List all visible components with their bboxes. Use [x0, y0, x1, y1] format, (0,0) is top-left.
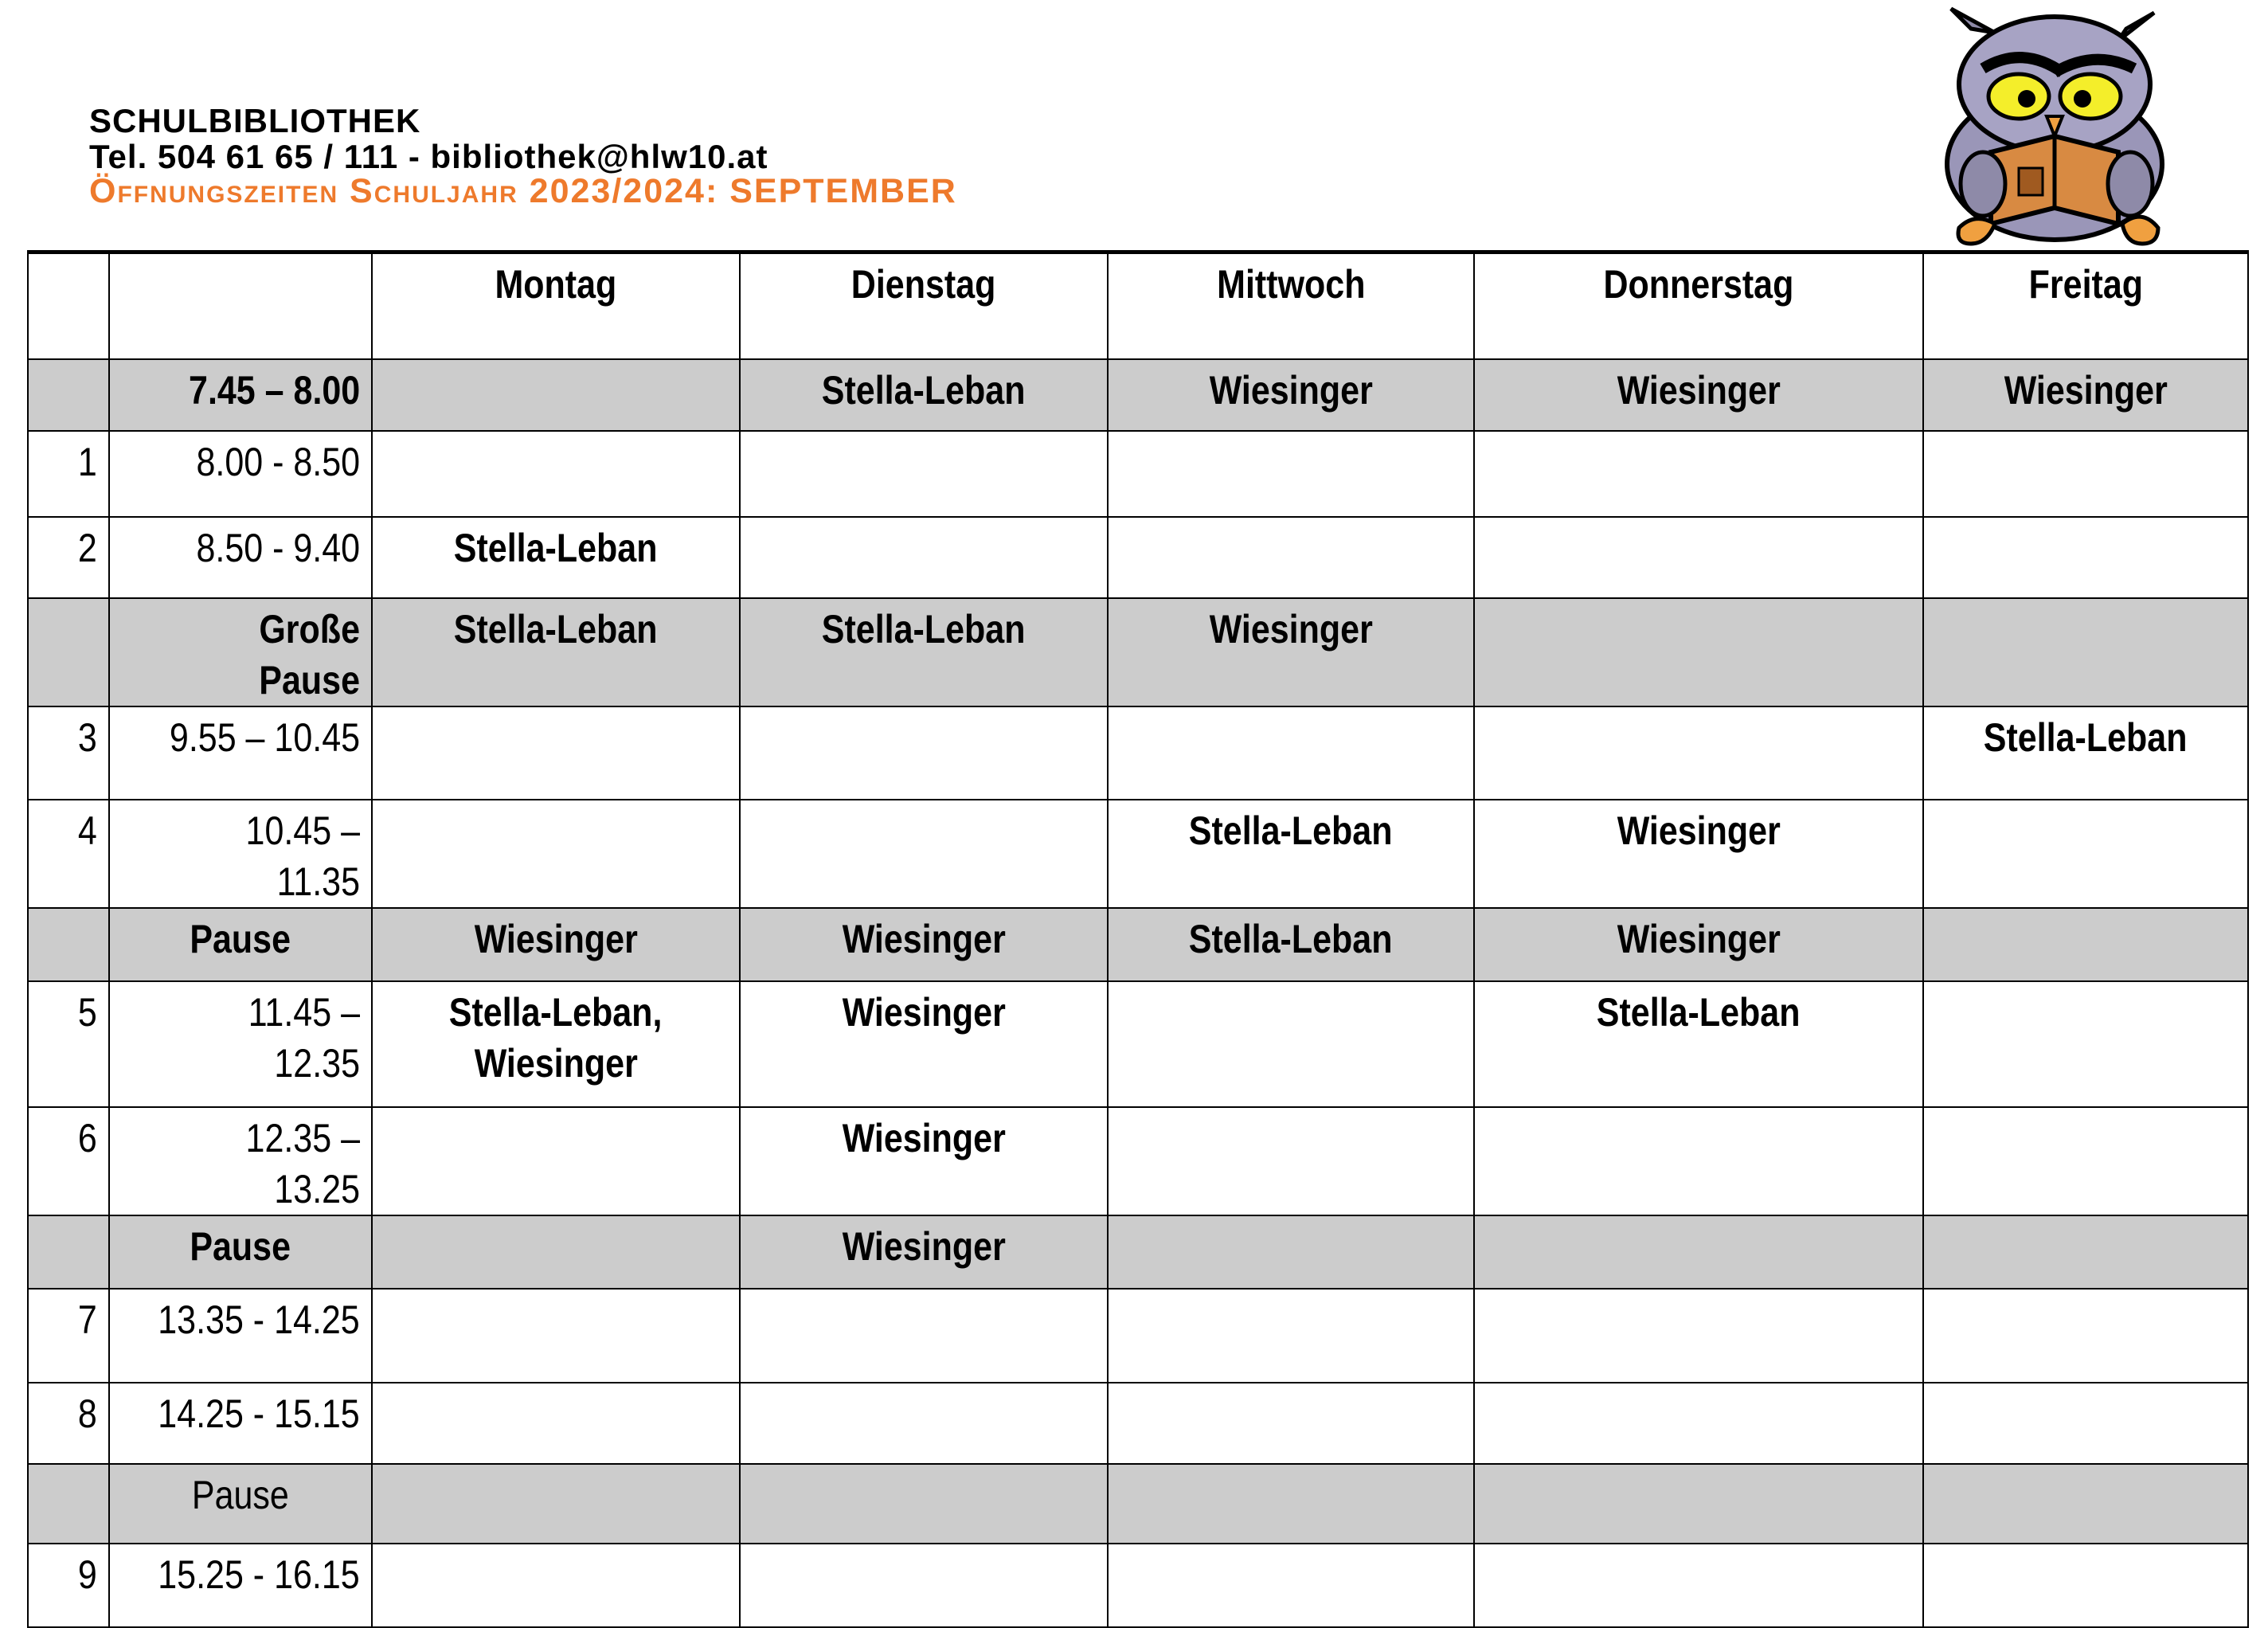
period-number-cell	[28, 800, 109, 908]
period-number: 4	[78, 808, 97, 853]
staff-cell-dienstag	[740, 1383, 1108, 1464]
staff-cell-freitag	[1923, 706, 2248, 800]
time-label: 7.45 – 8.00	[188, 367, 360, 413]
period-number: 8	[78, 1391, 97, 1436]
time-label: 12.35 – 13.25	[245, 1115, 360, 1211]
table-row	[28, 981, 2248, 1107]
table-row	[28, 1544, 2248, 1627]
staff-name: Stella-Leban	[822, 606, 1026, 652]
staff-cell-dienstag	[740, 517, 1108, 598]
time-header-cell	[109, 252, 372, 359]
time-cell	[109, 1544, 372, 1627]
staff-cell-mittwoch	[1108, 1544, 1474, 1627]
time-cell	[109, 598, 372, 706]
staff-cell-dienstag	[740, 1107, 1108, 1215]
staff-cell-freitag	[1923, 1464, 2248, 1544]
table-row	[28, 598, 2248, 706]
time-cell	[109, 981, 372, 1107]
staff-cell-montag	[372, 908, 740, 981]
period-number: 5	[78, 989, 97, 1035]
period-number: 6	[78, 1115, 97, 1160]
time-label: 11.45 – 12.35	[248, 989, 360, 1086]
table-row	[28, 1215, 2248, 1289]
table-row	[28, 800, 2248, 908]
staff-cell-mittwoch	[1108, 1107, 1474, 1215]
staff-cell-montag	[372, 1544, 740, 1627]
day-label: Montag	[495, 262, 617, 307]
time-cell	[109, 1464, 372, 1544]
day-header-freitag	[1923, 252, 2248, 359]
period-number-cell	[28, 1383, 109, 1464]
time-label: Große Pause	[259, 606, 360, 702]
staff-cell-freitag	[1923, 1215, 2248, 1289]
period-number: 1	[78, 439, 97, 484]
staff-cell-dienstag	[740, 908, 1108, 981]
owl-reading-book-icon	[1927, 5, 2190, 252]
staff-cell-montag	[372, 359, 740, 431]
staff-cell-freitag	[1923, 981, 2248, 1107]
staff-cell-mittwoch	[1108, 1383, 1474, 1464]
table-row	[28, 1107, 2248, 1215]
time-cell	[109, 359, 372, 431]
staff-name: Stella-Leban,	[449, 989, 663, 1035]
staff-name: Stella-Leban	[454, 525, 658, 570]
staff-name: Wiesinger	[842, 1223, 1006, 1269]
table-row	[28, 517, 2248, 598]
staff-name: Wiesinger	[2004, 367, 2168, 413]
day-label: Mittwoch	[1216, 262, 1366, 307]
staff-cell-mittwoch	[1108, 1464, 1474, 1544]
staff-cell-freitag	[1923, 598, 2248, 706]
table-row	[28, 1464, 2248, 1544]
staff-cell-dienstag	[740, 359, 1108, 431]
time-cell	[109, 908, 372, 981]
period-number: 7	[78, 1297, 97, 1342]
time-cell	[109, 1383, 372, 1464]
school-library-title: SCHULBIBLIOTHEK	[89, 102, 421, 139]
staff-name: Stella-Leban	[1189, 808, 1393, 853]
staff-name: Stella-Leban	[1597, 989, 1801, 1035]
staff-name: Wiesinger	[1617, 916, 1781, 961]
staff-cell-freitag	[1923, 800, 2248, 908]
staff-name: Wiesinger	[1209, 367, 1373, 413]
staff-cell-donnerstag	[1474, 1464, 1923, 1544]
staff-cell-dienstag	[740, 1215, 1108, 1289]
staff-name: Wiesinger	[1209, 606, 1373, 652]
table-row	[28, 431, 2248, 517]
staff-cell-montag	[372, 981, 740, 1107]
time-label: 15.25 - 16.15	[158, 1552, 360, 1597]
staff-cell-montag	[372, 800, 740, 908]
table-row	[28, 908, 2248, 981]
day-header-mittwoch	[1108, 252, 1474, 359]
staff-cell-dienstag	[740, 1544, 1108, 1627]
period-number: 9	[78, 1552, 97, 1597]
staff-cell-donnerstag	[1474, 1383, 1923, 1464]
staff-name: Stella-Leban	[454, 606, 658, 652]
time-label: 10.45 – 11.35	[245, 808, 360, 904]
time-cell	[109, 1215, 372, 1289]
opening-hours-heading: Öffnungszeiten Schuljahr 2023/2024: SEPTEMBER	[89, 172, 957, 210]
staff-cell-mittwoch	[1108, 359, 1474, 431]
staff-cell-donnerstag	[1474, 1107, 1923, 1215]
staff-cell-freitag	[1923, 1544, 2248, 1627]
staff-cell-freitag	[1923, 359, 2248, 431]
staff-cell-donnerstag	[1474, 1289, 1923, 1383]
staff-cell-montag	[372, 1289, 740, 1383]
time-label: Pause	[192, 1472, 289, 1517]
staff-cell-donnerstag	[1474, 908, 1923, 981]
day-header-donnerstag	[1474, 252, 1923, 359]
staff-cell-donnerstag	[1474, 431, 1923, 517]
table-row	[28, 1383, 2248, 1464]
staff-cell-montag	[372, 431, 740, 517]
time-label: 8.50 - 9.40	[196, 525, 360, 570]
period-number-cell	[28, 1215, 109, 1289]
time-cell	[109, 706, 372, 800]
staff-cell-donnerstag	[1474, 706, 1923, 800]
day-label: Donnerstag	[1603, 262, 1794, 307]
staff-name: Wiesinger	[1617, 808, 1781, 853]
time-label: 13.35 - 14.25	[158, 1297, 360, 1342]
staff-cell-montag	[372, 598, 740, 706]
staff-name: Stella-Leban	[1984, 714, 2188, 760]
period-number-cell	[28, 981, 109, 1107]
time-cell	[109, 1289, 372, 1383]
staff-name: Wiesinger	[842, 916, 1006, 961]
staff-cell-donnerstag	[1474, 517, 1923, 598]
period-number: 3	[78, 714, 97, 760]
staff-cell-donnerstag	[1474, 1544, 1923, 1627]
staff-cell-freitag	[1923, 908, 2248, 981]
staff-cell-donnerstag	[1474, 359, 1923, 431]
corner-cell	[28, 252, 109, 359]
staff-cell-freitag	[1923, 1383, 2248, 1464]
staff-cell-donnerstag	[1474, 800, 1923, 908]
staff-cell-dienstag	[740, 431, 1108, 517]
time-label: 9.55 – 10.45	[169, 714, 360, 760]
staff-cell-mittwoch	[1108, 706, 1474, 800]
staff-name: Stella-Leban	[822, 367, 1026, 413]
period-number-cell	[28, 1544, 109, 1627]
staff-cell-freitag	[1923, 1107, 2248, 1215]
contact-line: Tel. 504 61 65 / 111 - bibliothek@hlw10.at	[89, 138, 768, 175]
period-number-cell	[28, 431, 109, 517]
staff-cell-mittwoch	[1108, 981, 1474, 1107]
staff-cell-mittwoch	[1108, 800, 1474, 908]
staff-cell-montag	[372, 706, 740, 800]
staff-cell-mittwoch	[1108, 517, 1474, 598]
time-label: Pause	[190, 1223, 291, 1269]
staff-cell-montag	[372, 1107, 740, 1215]
period-number-cell	[28, 359, 109, 431]
staff-cell-mittwoch	[1108, 1215, 1474, 1289]
staff-cell-montag	[372, 1215, 740, 1289]
day-label: Freitag	[2028, 262, 2143, 307]
period-number-cell	[28, 598, 109, 706]
staff-name-line2: Wiesinger	[474, 1040, 638, 1086]
staff-cell-dienstag	[740, 1289, 1108, 1383]
staff-cell-dienstag	[740, 981, 1108, 1107]
staff-cell-dienstag	[740, 800, 1108, 908]
staff-cell-dienstag	[740, 1464, 1108, 1544]
time-cell	[109, 431, 372, 517]
staff-name: Wiesinger	[842, 1115, 1006, 1160]
time-cell	[109, 800, 372, 908]
time-label: 8.00 - 8.50	[196, 439, 360, 484]
staff-cell-dienstag	[740, 598, 1108, 706]
staff-cell-mittwoch	[1108, 598, 1474, 706]
staff-cell-mittwoch	[1108, 431, 1474, 517]
staff-cell-mittwoch	[1108, 908, 1474, 981]
day-header-dienstag	[740, 252, 1108, 359]
staff-cell-montag	[372, 517, 740, 598]
table-row	[28, 1289, 2248, 1383]
period-number-cell	[28, 706, 109, 800]
day-label: Dienstag	[851, 262, 996, 307]
opening-hours-table	[27, 250, 2249, 1628]
time-label: Pause	[190, 916, 291, 961]
time-cell	[109, 1107, 372, 1215]
period-number-cell	[28, 908, 109, 981]
staff-cell-montag	[372, 1464, 740, 1544]
period-number-cell	[28, 1464, 109, 1544]
staff-cell-freitag	[1923, 1289, 2248, 1383]
table-row	[28, 706, 2248, 800]
staff-cell-montag	[372, 1383, 740, 1464]
time-cell	[109, 517, 372, 598]
period-number-cell	[28, 1107, 109, 1215]
staff-name: Wiesinger	[1617, 367, 1781, 413]
staff-cell-donnerstag	[1474, 598, 1923, 706]
table-row	[28, 359, 2248, 431]
day-header-montag	[372, 252, 740, 359]
period-number-cell	[28, 517, 109, 598]
period-number-cell	[28, 1289, 109, 1383]
staff-cell-donnerstag	[1474, 981, 1923, 1107]
staff-name: Stella-Leban	[1189, 916, 1393, 961]
staff-cell-freitag	[1923, 431, 2248, 517]
header-row	[28, 252, 2248, 359]
period-number: 2	[78, 525, 97, 570]
staff-cell-dienstag	[740, 706, 1108, 800]
staff-cell-donnerstag	[1474, 1215, 1923, 1289]
time-label: 14.25 - 15.15	[158, 1391, 360, 1436]
staff-cell-mittwoch	[1108, 1289, 1474, 1383]
staff-cell-freitag	[1923, 517, 2248, 598]
staff-name: Wiesinger	[842, 989, 1006, 1035]
staff-name: Wiesinger	[474, 916, 638, 961]
